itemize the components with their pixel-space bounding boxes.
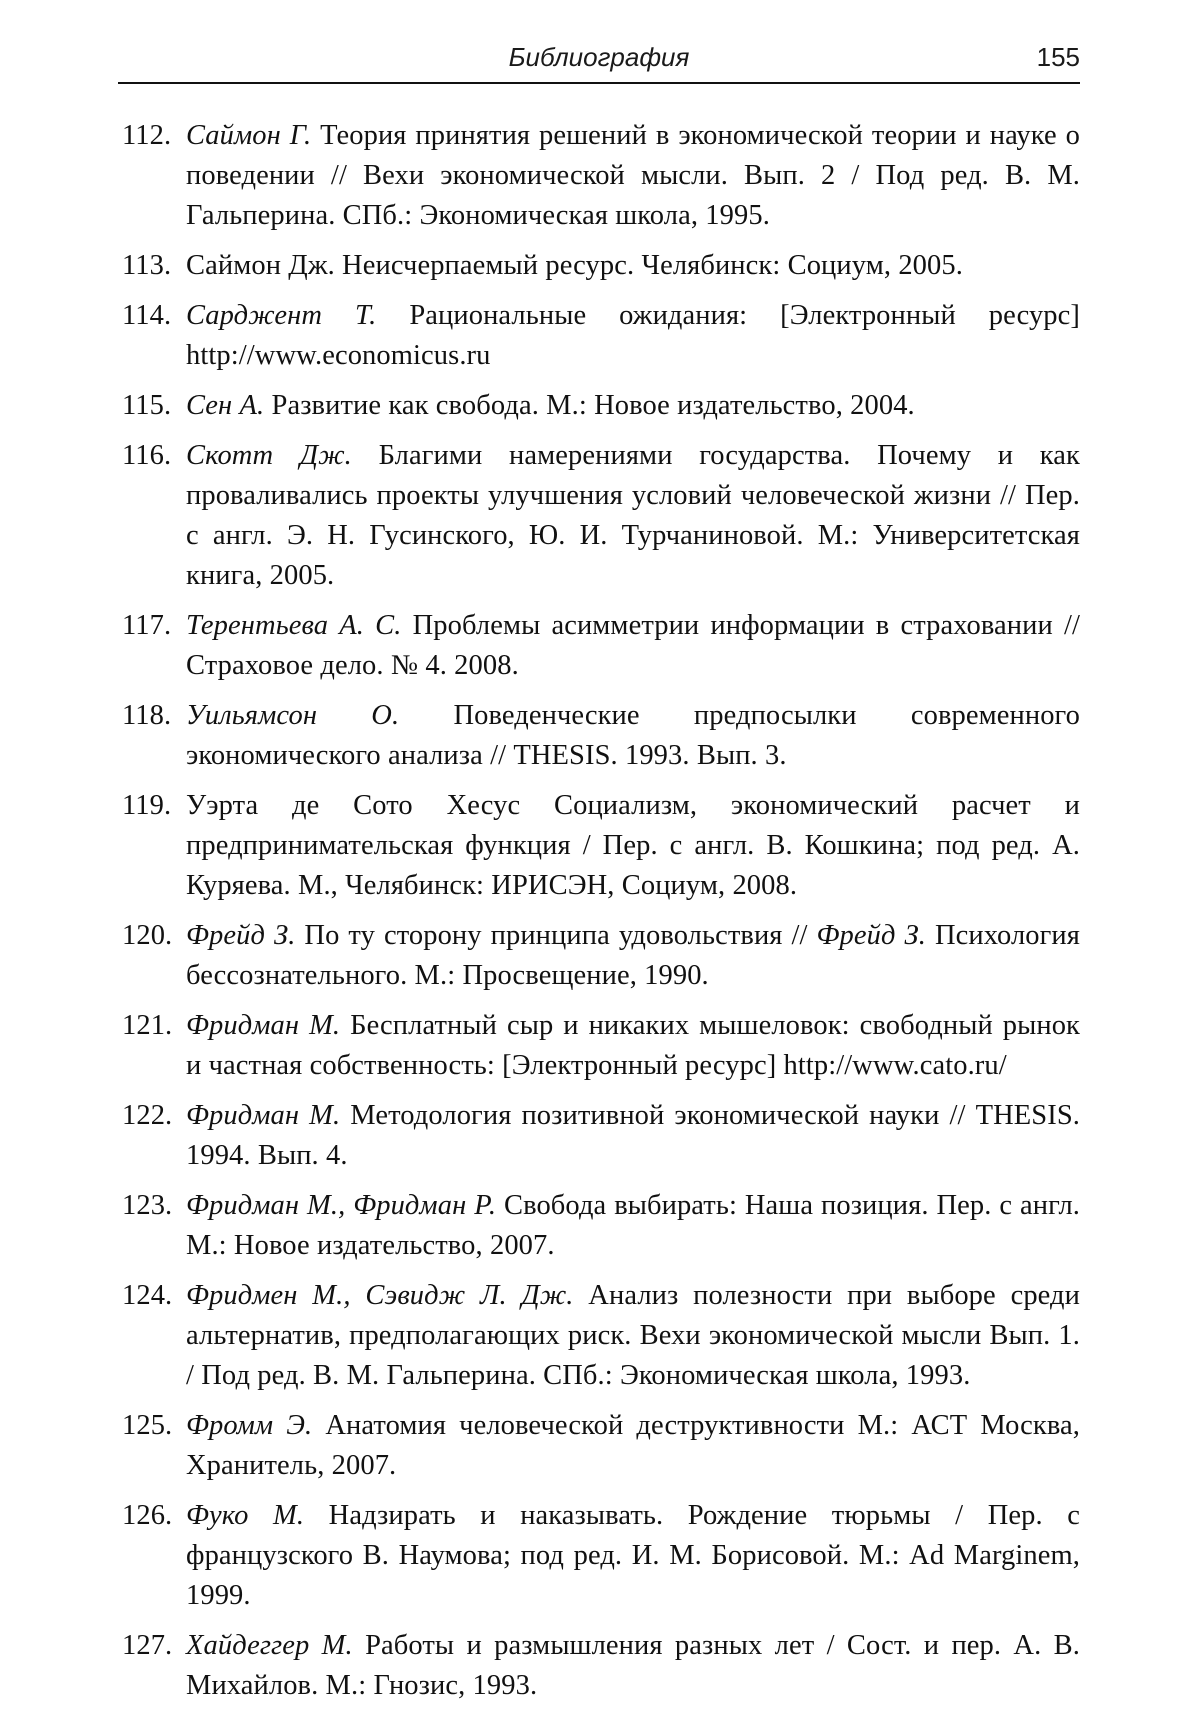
entry-number: 125. [122, 1410, 173, 1441]
bibliography-entry [122, 1006, 1080, 1086]
entry-text: Поведенческие предпосылки современного экономического анализа // THESIS. 1993. Вып. 3. [186, 700, 1080, 771]
entry-author: Хайдеггер М. [186, 1630, 353, 1661]
entry-author: Фуко М. [186, 1500, 305, 1531]
entry-text: Бесплатный сыр и никаких мышеловок: свободный рынок и частная собственность: [Электронный ресурс] http://www.cato.ru/ [186, 1010, 1081, 1081]
bibliography-entry [122, 1496, 1080, 1616]
bibliography-entry [122, 116, 1080, 236]
entry-author: Уильямсон О. [186, 700, 400, 731]
bibliography-entry [122, 786, 1080, 906]
entry-text: Анатомия человеческой деструктивности М.: АСТ Москва, Хранитель, 2007. [186, 1410, 1080, 1481]
bibliography-entry [122, 1406, 1080, 1486]
bibliography-entry [122, 1626, 1080, 1706]
bibliography-entry [122, 1096, 1080, 1176]
entry-number: 113. [122, 250, 172, 281]
entry-text: По ту сторону принципа удовольствия // [295, 920, 817, 951]
entry-number: 122. [122, 1100, 173, 1131]
entry-number: 120. [122, 920, 173, 951]
entry-author: Терентьева А. С. [186, 610, 402, 641]
entry-text-second: Психология бессознательного. М.: Просвещение, 1990. [186, 920, 1080, 991]
bibliography-entry [122, 606, 1080, 686]
entry-author-second: Фрейд З. [816, 920, 926, 951]
entry-author: Скотт Дж. [186, 440, 352, 471]
bibliography-entry [122, 246, 1080, 286]
entry-author: Фридман М. [186, 1100, 341, 1131]
entry-author: Сарджент Т. [186, 300, 377, 331]
bibliography-list [122, 116, 1080, 1716]
entry-number: 127. [122, 1630, 173, 1661]
entry-number: 119. [122, 790, 172, 821]
entry-text: Теория принятия решений в экономической теории и науке о поведении // Вехи экономической мысли. Вып. 2 / Под ред. В. М. Гальперина. СПб.: Экономическая школа, 1995. [186, 120, 1080, 231]
entry-number: 123. [122, 1190, 173, 1221]
entry-text: Уэрта де Сото Хесус Социализм, экономический расчет и предпринимательская функция / Пер. с англ. В. Кошкина; под ред. А. Куряева. М., Челябинск: ИРИСЭН, Социум, 2008. [186, 790, 1080, 901]
entry-author: Фромм Э. [186, 1410, 313, 1441]
bibliography-entry [122, 1276, 1080, 1396]
entry-text: Благими намерениями государства. Почему и как проваливались проекты улучшения условий человеческой жизни // Пер. с англ. Э. Н. Гусинского, Ю. И. Турчаниновой. М.: Университетская книга, 2005. [186, 440, 1080, 591]
entry-number: 121. [122, 1010, 173, 1041]
entry-author: Фридман М., Фридман Р. [186, 1190, 497, 1221]
entry-number: 126. [122, 1500, 173, 1531]
page-number: 155 [1036, 42, 1080, 72]
entry-text: Саймон Дж. Неисчерпаемый ресурс. Челябинск: Социум, 2005. [186, 250, 963, 281]
entry-text: Развитие как свобода. М.: Новое издательство, 2004. [264, 390, 915, 421]
entry-number: 124. [122, 1280, 173, 1311]
entry-number: 112. [122, 120, 172, 151]
entry-text: Работы и размышления разных лет / Сост. и пер. А. В. Михайлов. М.: Гнозис, 1993. [186, 1630, 1080, 1701]
entry-author: Саймон Г. [186, 120, 312, 151]
entry-author: Фрейд З. [186, 920, 296, 951]
bibliography-entry [122, 916, 1080, 996]
running-head [118, 38, 1080, 84]
entry-author: Фридман М. [186, 1010, 341, 1041]
entry-author: Сен А. [186, 390, 265, 421]
entry-text: Анализ полезности при выборе среди альтернатив, предполагающих риск. Вехи экономической мысли Вып. 1. / Под ред. В. М. Гальперина. СПб.: Экономическая школа, 1993. [186, 1280, 1080, 1391]
entry-text: Надзирать и наказывать. Рождение тюрьмы / Пер. с французского В. Наумова; под ред. И. М. Борисовой. М.: Ad Marginem, 1999. [186, 1500, 1081, 1611]
entry-text: Методология позитивной экономической науки // THESIS. 1994. Вып. 4. [186, 1100, 1081, 1171]
entry-number: 114. [122, 300, 172, 331]
entry-text: Проблемы асимметрии информации в страховании // Страховое дело. № 4. 2008. [186, 610, 1081, 681]
entry-number: 115. [122, 390, 172, 421]
bibliography-entry [122, 696, 1080, 776]
bibliography-entry [122, 1186, 1080, 1266]
bibliography-entry [122, 296, 1080, 376]
entry-number: 117. [122, 610, 172, 641]
bibliography-entry [122, 436, 1080, 596]
running-title: Библиография [508, 42, 690, 72]
entry-author: Фридмен М., Сэвидж Л. Дж. [186, 1280, 574, 1311]
bibliography-entry [122, 386, 1080, 426]
entry-number: 118. [122, 700, 172, 731]
entry-number: 116. [122, 440, 172, 471]
entry-text: Свобода выбирать: Наша позиция. Пер. с англ. М.: Новое издательство, 2007. [186, 1190, 1080, 1261]
entry-text: Рациональные ожидания: [Электронный ресурс] http://www.economicus.ru [186, 300, 1080, 371]
